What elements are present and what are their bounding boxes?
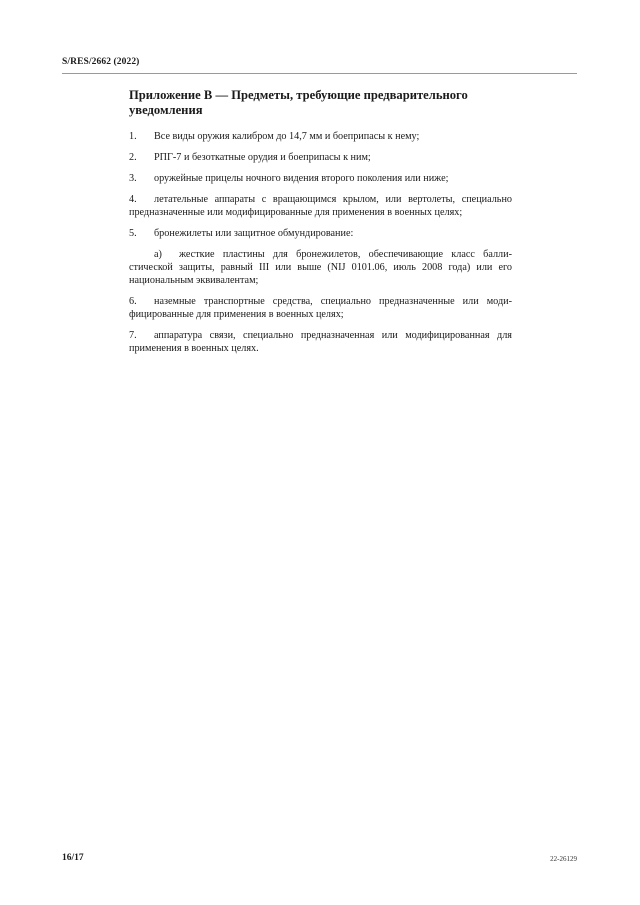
item-text: оружейные прицелы ночного видения второго поколения или ниже; [154, 173, 449, 184]
item-number: 5. [129, 228, 137, 239]
list-item-7 [129, 329, 512, 355]
header-rule [62, 73, 577, 74]
item-text: жесткие пластины для бронежилетов, обеспечивающие класс баллистической защиты, равный III или выше (NIJ 0101.06, июль 2008 года) или его национальным эквивалентам; [129, 249, 512, 286]
list-item-6 [129, 295, 512, 321]
item-number: 6. [129, 296, 137, 307]
document-code: 22-26129 [550, 855, 577, 863]
annex-content [129, 130, 512, 363]
list-item-3 [129, 172, 512, 185]
document-header-symbol: S/RES/2662 (2022) [62, 57, 140, 67]
item-number: a) [154, 249, 162, 260]
list-item-1 [129, 130, 512, 143]
item-text: наземные транспортные средства, специально предназначенные или модифицированные для применения в военных целях; [129, 296, 512, 320]
item-text: бронежилеты или защитное обмундирование: [154, 228, 354, 239]
item-text: летательные аппараты с вращающимся крылом, или вертолеты, специально предназначенные или модифицированные для применения в военных целях; [129, 194, 512, 218]
list-item-4 [129, 193, 512, 219]
item-text: РПГ-7 и безоткатные орудия и боеприпасы к ним; [154, 152, 371, 163]
item-number: 4. [129, 194, 137, 205]
list-subitem-a [129, 248, 512, 287]
list-item-2 [129, 151, 512, 164]
item-number: 3. [129, 173, 137, 184]
list-item-5 [129, 227, 512, 240]
item-number: 7. [129, 330, 137, 341]
item-number: 2. [129, 152, 137, 163]
item-text: Все виды оружия калибром до 14,7 мм и боеприпасы к нему; [154, 131, 420, 142]
annex-title: Приложение B — Предметы, требующие предварительного уведомления [129, 88, 468, 117]
item-text: аппаратура связи, специально предназначенная или модифицированная для применения в военных целях. [129, 330, 512, 354]
page-number: 16/17 [62, 853, 84, 863]
item-number: 1. [129, 131, 137, 142]
